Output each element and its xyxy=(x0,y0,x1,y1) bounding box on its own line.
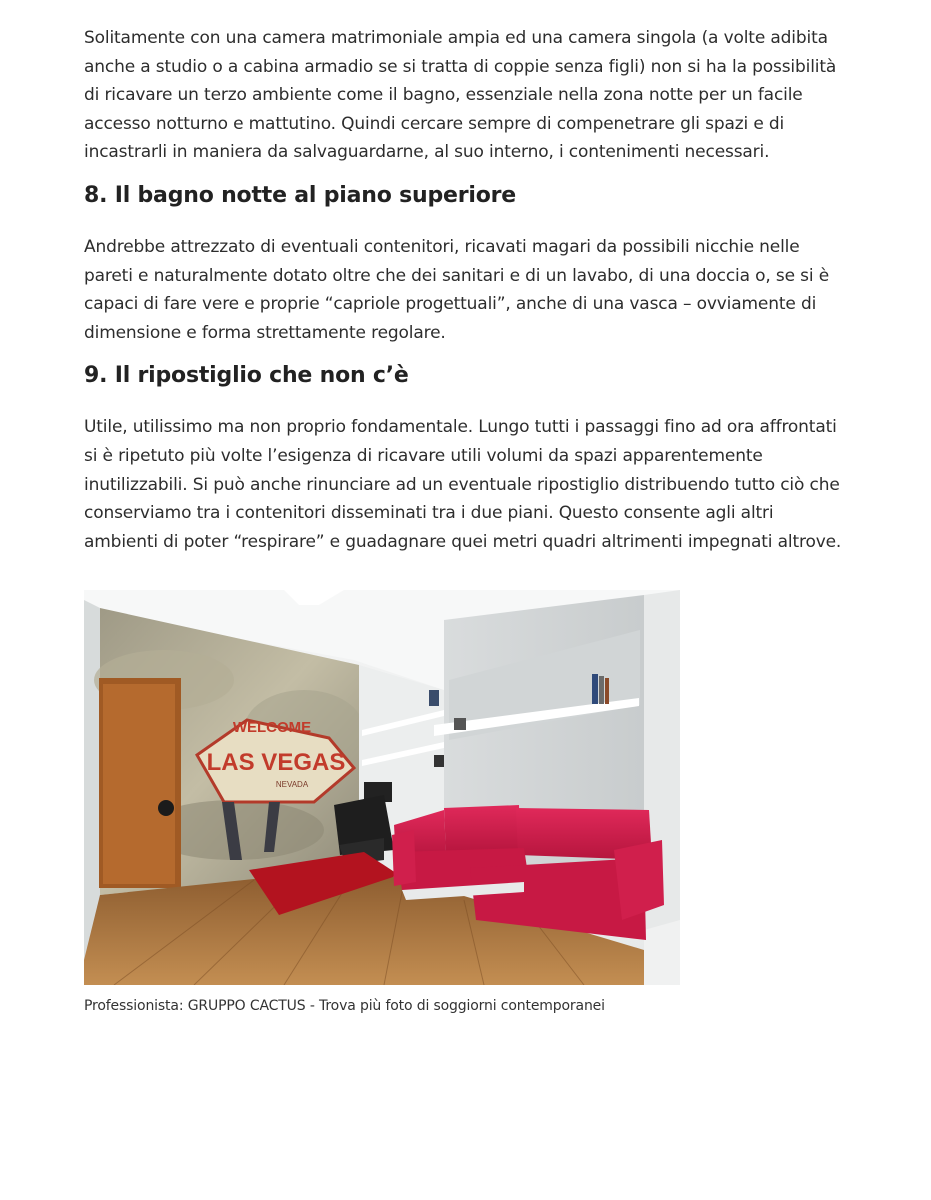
paragraph-ripostiglio: Utile, utilissimo ma non proprio fondamentale. Lungo tutti i passaggi fino ad ora affrontati si è ripetuto più volte l’esigenza di ricavare utili volumi da spazi apparentemente inutilizzabili. Si può anche rinunciare ad un eventuale ripostiglio distribuendo tutto ciò che conserviamo tra i contenitori disseminati tra i due piani. Questo consente agli altri ambienti di poter “respirare” e guadagnare quei metri quadri altrimenti impegnati altrove. xyxy=(84,417,842,552)
heading-ripostiglio: 9. Il ripostiglio che non c’è xyxy=(84,363,409,389)
article-body xyxy=(84,24,844,556)
sign-city-text: LAS VEGAS xyxy=(206,749,346,776)
professional-link[interactable]: GRUPPO CACTUS xyxy=(187,998,306,1014)
sign-state-text: NEVADA xyxy=(275,780,309,789)
professional-label: Professionista: xyxy=(84,998,184,1014)
paragraph-intro: Solitamente con una camera matrimoniale ampia ed una camera singola (a volte adibita anche a studio o a cabina armadio se si tratta di coppie senza figli) non si ha la possibilità di ricavare un terzo ambiente come il bagno, essenziale nella zona notte per un facile accesso notturno e mattutino. Quindi cercare sempre di compenetrare gli spazi e di incastrarli in maniera da salvaguardarne, al suo interno, i contenimenti necessari. xyxy=(84,28,837,163)
more-photos-link[interactable]: Trova più foto di soggiorni contemporanei xyxy=(319,998,605,1014)
caption-separator: - xyxy=(309,998,315,1014)
sign-welcome-text: WELCOME xyxy=(232,719,312,736)
photo-caption xyxy=(84,996,605,1016)
heading-bagno-notte: 8. Il bagno notte al piano superiore xyxy=(84,182,516,208)
paragraph-bagno: Andrebbe attrezzato di eventuali contenitori, ricavati magari da possibili nicchie nelle pareti e naturalmente dotato oltre che dei sanitari e di un lavabo, di una doccia o, se si è capaci di fare vere e proprie “capriole progettuali”, anche di una vasca – ovviamente di dimensione e forma strettamente regolare. xyxy=(84,236,830,343)
room-photo[interactable] xyxy=(84,590,680,985)
